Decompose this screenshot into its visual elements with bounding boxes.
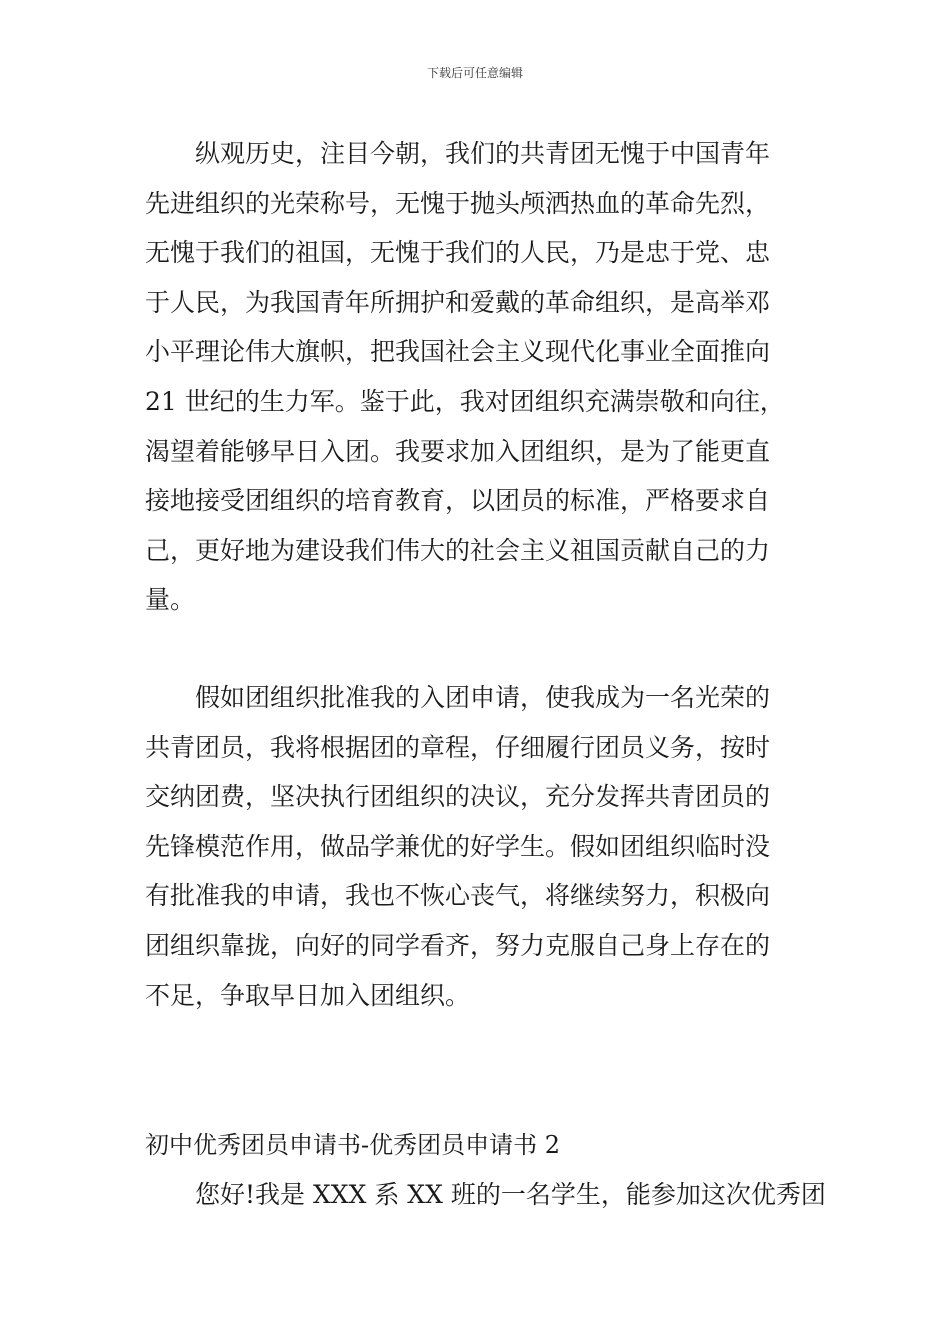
section-title: 初中优秀团员申请书-优秀团员申请书 2 xyxy=(145,1131,561,1159)
paragraph-line: 己，更好地为建设我们伟大的社会主义祖国贡献自己的力 xyxy=(145,535,771,565)
paragraph-line: 您好!我是 XXX 系 XX 班的一名学生，能参加这次优秀团 xyxy=(195,1180,826,1209)
paragraph-line: 小平理论伟大旗帜，把我国社会主义现代化事业全面推向 xyxy=(145,337,771,367)
paragraph-line: 有批准我的申请，我也不恢心丧气，将继续努力，积极向 xyxy=(145,881,771,911)
paragraph-3 xyxy=(145,1170,826,1220)
paragraph-line: 渴望着能够早日入团。我要求加入团组织，是为了能更直 xyxy=(145,436,771,466)
paragraph-line: 不足，争取早日加入团组织。 xyxy=(145,980,471,1010)
paragraph-line: 纵观历史，注目今朝，我们的共青团无愧于中国青年 xyxy=(195,139,771,168)
paragraph-line: 交纳团费，坚决执行团组织的决议，充分发挥共青团员的 xyxy=(145,782,771,812)
paragraph-2 xyxy=(145,673,820,1020)
paragraph-line: 21 世纪的生力军。鉴于此，我对团组织充满崇敬和向往， xyxy=(145,386,785,416)
header-note: 下载后可任意编辑 xyxy=(426,66,523,80)
paragraph-line: 共青团员，我将根据团的章程，仔细履行团员义务，按时 xyxy=(145,732,771,762)
paragraph-line: 先进组织的光荣称号，无愧于抛头颅洒热血的革命先烈， xyxy=(145,188,771,218)
paragraph-line: 于人民，为我国青年所拥护和爱戴的革命组织，是高举邓 xyxy=(145,287,771,317)
paragraph-line: 量。 xyxy=(145,585,196,615)
paragraph-line: 假如团组织批准我的入团申请，使我成为一名光荣的 xyxy=(195,683,771,712)
paragraph-line: 团组织靠拢，向好的同学看齐，努力克服自己身上存在的 xyxy=(145,930,771,960)
paragraph-line: 接地接受团组织的培育教育，以团员的标准，严格要求自 xyxy=(145,486,771,516)
paragraph-line: 先锋模范作用，做品学兼优的好学生。假如团组织临时没 xyxy=(145,831,771,861)
paragraph-line: 无愧于我们的祖国，无愧于我们的人民，乃是忠于党、忠 xyxy=(145,238,771,268)
paragraph-1 xyxy=(145,129,820,625)
